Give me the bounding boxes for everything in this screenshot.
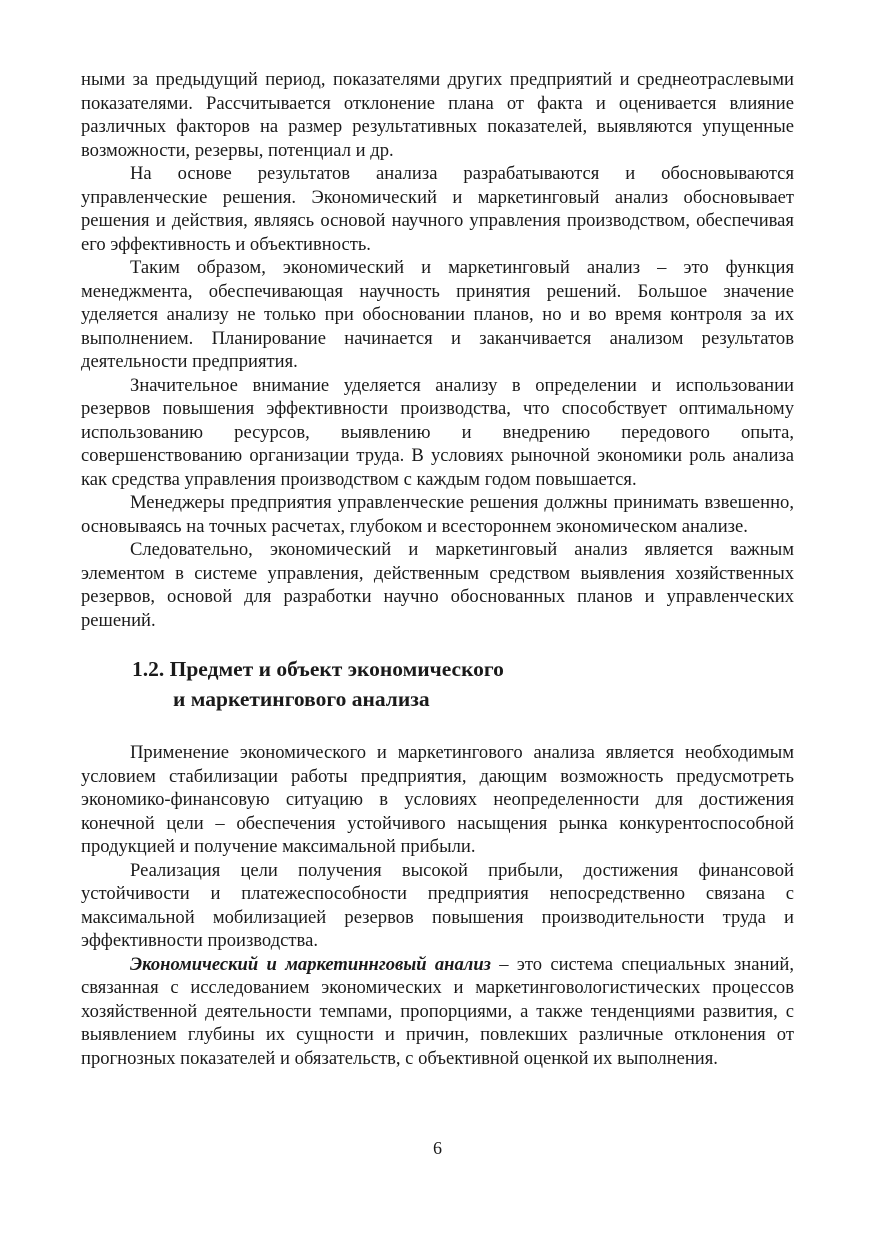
page-number: 6 — [433, 1138, 442, 1158]
paragraph: Применение экономического и маркетингового анализа является необходимым условием стабилизации работы предприятия, дающим возможность предусмотреть экономико-финансовую ситуацию в условиях неопределенности для достижения конечной цели – обеспечения устойчивого насыщения рынка конкурентоспособной продукцией и получение максимальной прибыли. — [81, 742, 794, 857]
paragraph: На основе результатов анализа разрабатываются и обосновываются управленческие решения. Экономический и маркетинговый анализ обосновывает решения и действия, являясь основой научного управления производством, обеспечивая его эффективность и объективность. — [81, 163, 794, 255]
paragraph: Значительное внимание уделяется анализу в определении и использовании резервов повышения эффективности производства, что способствует оптимальному использованию ресурсов, выявлению и внедрению передового опыта, совершенствованию организации труда. В условиях рыночной экономики роль анализа как средства управления производством с каждым годом повышается. — [81, 374, 794, 490]
section-heading-line: 1.2. Предмет и объект экономического — [132, 657, 504, 681]
paragraph: Реализация цели получения высокой прибыли, достижения финансовой устойчивости и платежеспособности предприятия непосредственно связана с максимальной мобилизацией резервов повышения производительности труда и эффективности производства. — [81, 859, 794, 951]
paragraph: Таким образом, экономический и маркетинговый анализ – это функция менеджмента, обеспечивающая научность принятия решений. Большое значение уделяется анализу не только при обосновании планов, но и во время контроля за их выполнением. Планирование начинается и заканчивается анализом результатов деятельности предприятия. — [81, 257, 794, 372]
page-body — [81, 68, 794, 1070]
paragraph: Менеджеры предприятия управленческие решения должны принимать взвешенно, основываясь на точных расчетах, глубоком и всестороннем экономическом анализе. — [81, 492, 794, 537]
defined-term: Экономический и маркетиннговый анализ — [130, 953, 491, 975]
definition-text: – это система специальных знаний, связанная с исследованием экономических и маркетинговологистических процессов хозяйственной деятельности темпами, пропорциями, а также тенденциями развития, с выявлением глубины их сущности и причин, повлекших различные отклонения от прогнозных показателей и обязательств, с объективной оценкой их выполнения. — [81, 953, 794, 1069]
paragraph: ными за предыдущий период, показателями других предприятий и среднеотраслевыми показателями. Рассчитывается отклонение плана от факта и оценивается влияние различных факторов на размер результативных показателей, выявляются упущенные возможности, резервы, потенциал и др. — [81, 69, 794, 161]
section-heading-line: и маркетингового анализа — [173, 687, 430, 711]
paragraph: Следовательно, экономический и маркетинговый анализ является важным элементом в системе управления, действенным средством выявления хозяйственных резервов, основой для разработки научно обоснованных планов и управленческих решений. — [81, 539, 794, 631]
definition-paragraph — [81, 953, 794, 1071]
section-heading — [81, 654, 794, 714]
